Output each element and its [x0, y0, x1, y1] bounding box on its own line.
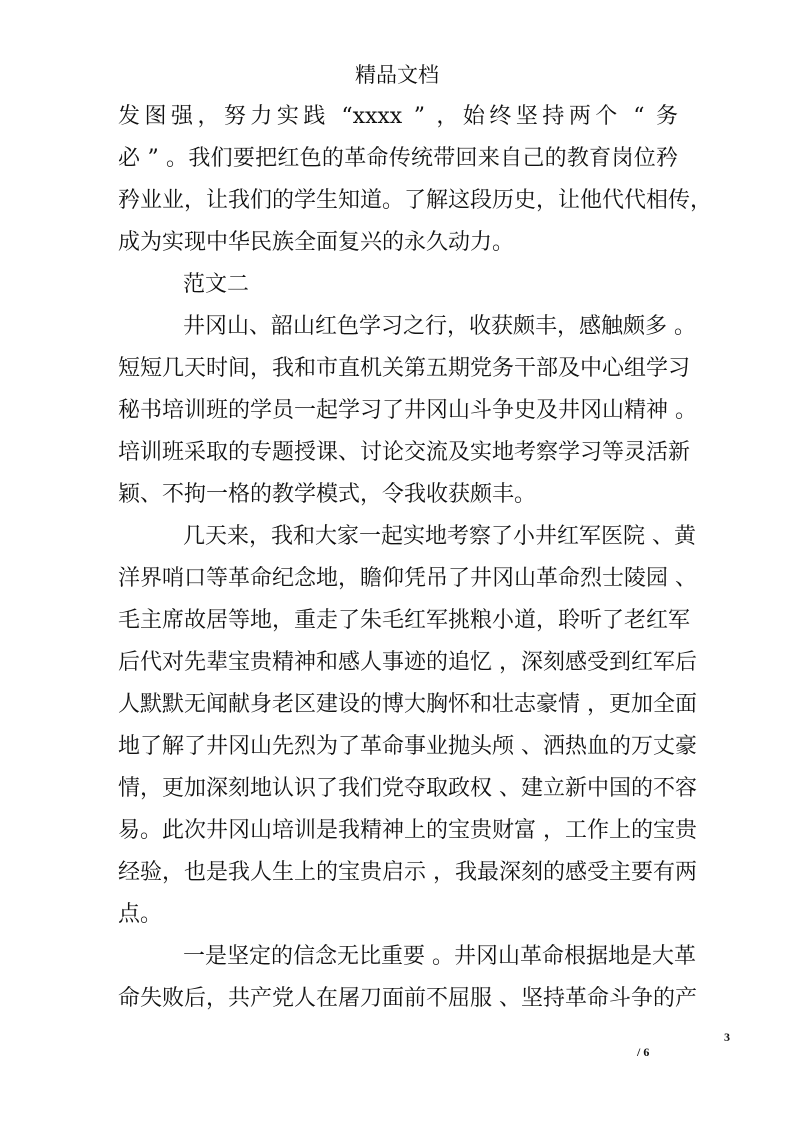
text-line: 短短几天时间，我和市直机关第五期党务干部及中心组学习: [118, 356, 691, 381]
text-line: 必 ” 。我们要把红色的革命传统带回来自己的教育岗位矜: [118, 146, 678, 171]
text-line: 后代对先辈宝贵精神和感人事迹的追忆 ，深刻感受到红军后: [118, 650, 697, 675]
text-line: 一是坚定的信念无比重要 。井冈山革命根据地是大革: [183, 944, 696, 969]
text-line: 点。: [118, 902, 163, 927]
text-line: 情，更加深刻地认识了我们党夺取政权 、建立新中国的不容: [118, 776, 697, 801]
text-line: 人默默无闻献身老区建设的博大胸怀和壮志豪情 ，更加全面: [118, 692, 697, 717]
page-number: 3: [724, 1030, 730, 1044]
text-line: 洋界哨口等革命纪念地，瞻仰凭吊了井冈山革命烈士陵园 、: [118, 566, 697, 591]
text-line: 矜业业，让我们的学生知道。了解这段历史，让他代代相传，: [118, 188, 713, 213]
text-line: 颖、不拘一格的教学模式，令我收获颇丰。: [118, 482, 537, 507]
text-line: 成为实现中华民族全面复兴的永久动力。: [118, 230, 515, 255]
text-line: 几天来，我和大家一起实地考察了小井红军医院 、黄: [183, 524, 696, 549]
text-line: 井冈山、韶山红色学习之行，收获颇丰，感触颇多 。: [183, 314, 696, 339]
text-line: 秘书培训班的学员一起学习了井冈山斗争史及井冈山精神 。: [118, 398, 697, 423]
text-line: 易。此次井冈山培训是我精神上的宝贵财富 ，工作上的宝贵: [118, 818, 697, 843]
section-heading: 范文二: [183, 272, 250, 297]
page-total: / 6: [637, 1045, 650, 1059]
text-line: 毛主席故居等地，重走了朱毛红军挑粮小道，聆听了老红军: [118, 608, 691, 633]
text-line: 发图强，努力实践 “xxxx ” ，始终坚持两个 “ 务: [118, 104, 678, 129]
text-line: 培训班采取的专题授课、讨论交流及实地考察学习等灵活新: [118, 440, 691, 465]
text-line: 经验，也是我人生上的宝贵启示 ，我最深刻的感受主要有两: [118, 860, 697, 885]
text-line: 命失败后，共产党人在屠刀面前不屈服 、坚持革命斗争的产: [118, 986, 697, 1011]
text-line: 地了解了井冈山先烈为了革命事业抛头颅 、洒热血的万丈豪: [118, 734, 697, 759]
page-header-title: 精品文档: [355, 63, 439, 87]
